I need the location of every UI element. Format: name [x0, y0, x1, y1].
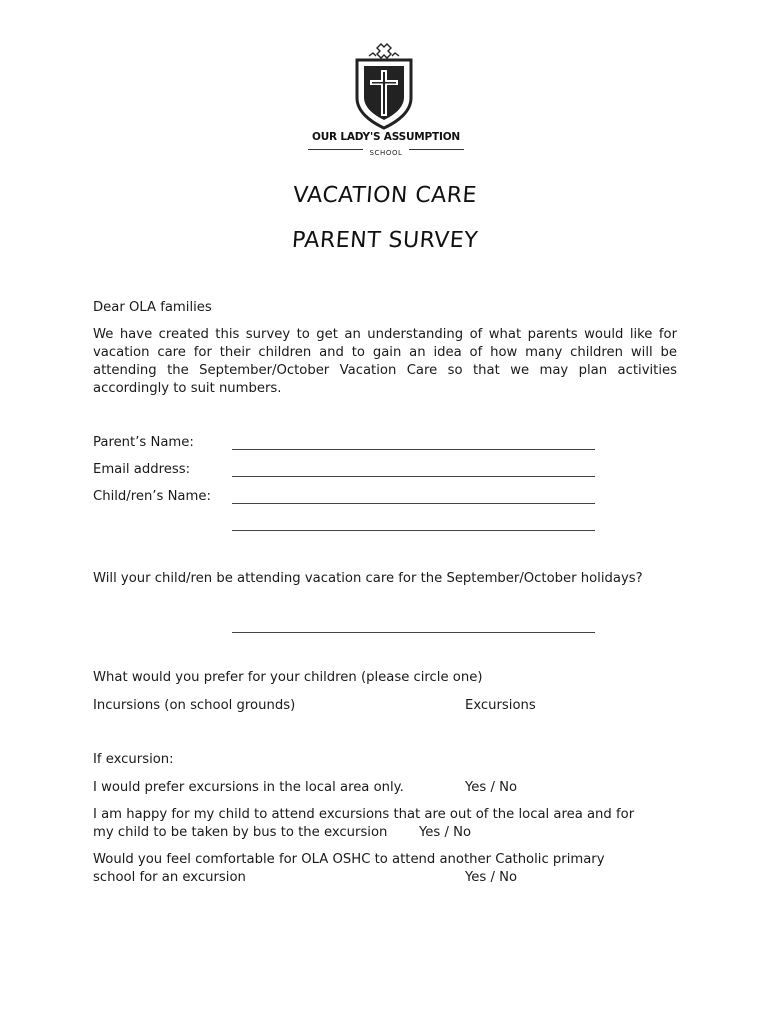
excursion-q2-line1: I am happy for my child to attend excursions that are out of the local area and for — [93, 807, 635, 822]
excursion-q1-answer[interactable]: Yes / No — [465, 780, 518, 795]
excursion-q1: I would prefer excursions in the local area only. — [93, 780, 404, 795]
children-name-field-2[interactable] — [232, 530, 595, 531]
excursion-q3-line2: school for an excursion — [93, 870, 246, 885]
school-logo — [306, 42, 466, 157]
children-name-field[interactable] — [232, 503, 595, 504]
excursion-heading: If excursion: — [93, 752, 174, 767]
title-line-1: VACATION CARE — [292, 183, 478, 208]
parent-name-field[interactable] — [232, 449, 595, 450]
option-excursions[interactable]: Excursions — [465, 698, 536, 713]
school-subtitle — [306, 144, 466, 157]
title-line-2: PARENT SURVEY — [291, 228, 479, 253]
email-label: Email address: — [93, 462, 191, 477]
school-name: OUR LADY'S ASSUMPTION — [311, 131, 461, 143]
intro-paragraph: We have created this survey to get an understanding of what parents would like for vacation care for their children and to gain an idea of how many children will be attending the September/October Vacation Care so that we may plan activities accordingly to suit numbers. — [93, 327, 677, 396]
school-crest-icon — [351, 42, 417, 130]
attendance-question: Will your child/ren be attending vacation care for the September/October holidays? — [93, 571, 643, 586]
preference-question: What would you prefer for your children (please circle one) — [93, 670, 483, 685]
excursion-q2-answer[interactable]: Yes / No — [419, 825, 472, 840]
attendance-answer-field[interactable] — [232, 632, 595, 633]
email-field[interactable] — [232, 476, 595, 477]
divider-line — [409, 149, 464, 150]
excursion-q3-line1: Would you feel comfortable for OLA OSHC to attend another Catholic primary — [93, 852, 605, 867]
excursion-q2-line2: my child to be taken by bus to the excursion — [93, 825, 388, 840]
excursion-q3-answer[interactable]: Yes / No — [465, 870, 518, 885]
school-sub-label: SCHOOL — [369, 149, 403, 157]
children-name-label: Child/ren’s Name: — [93, 489, 211, 504]
greeting: Dear OLA families — [93, 300, 212, 315]
option-incursions[interactable]: Incursions (on school grounds) — [93, 698, 296, 713]
parent-name-label: Parent’s Name: — [93, 435, 194, 450]
